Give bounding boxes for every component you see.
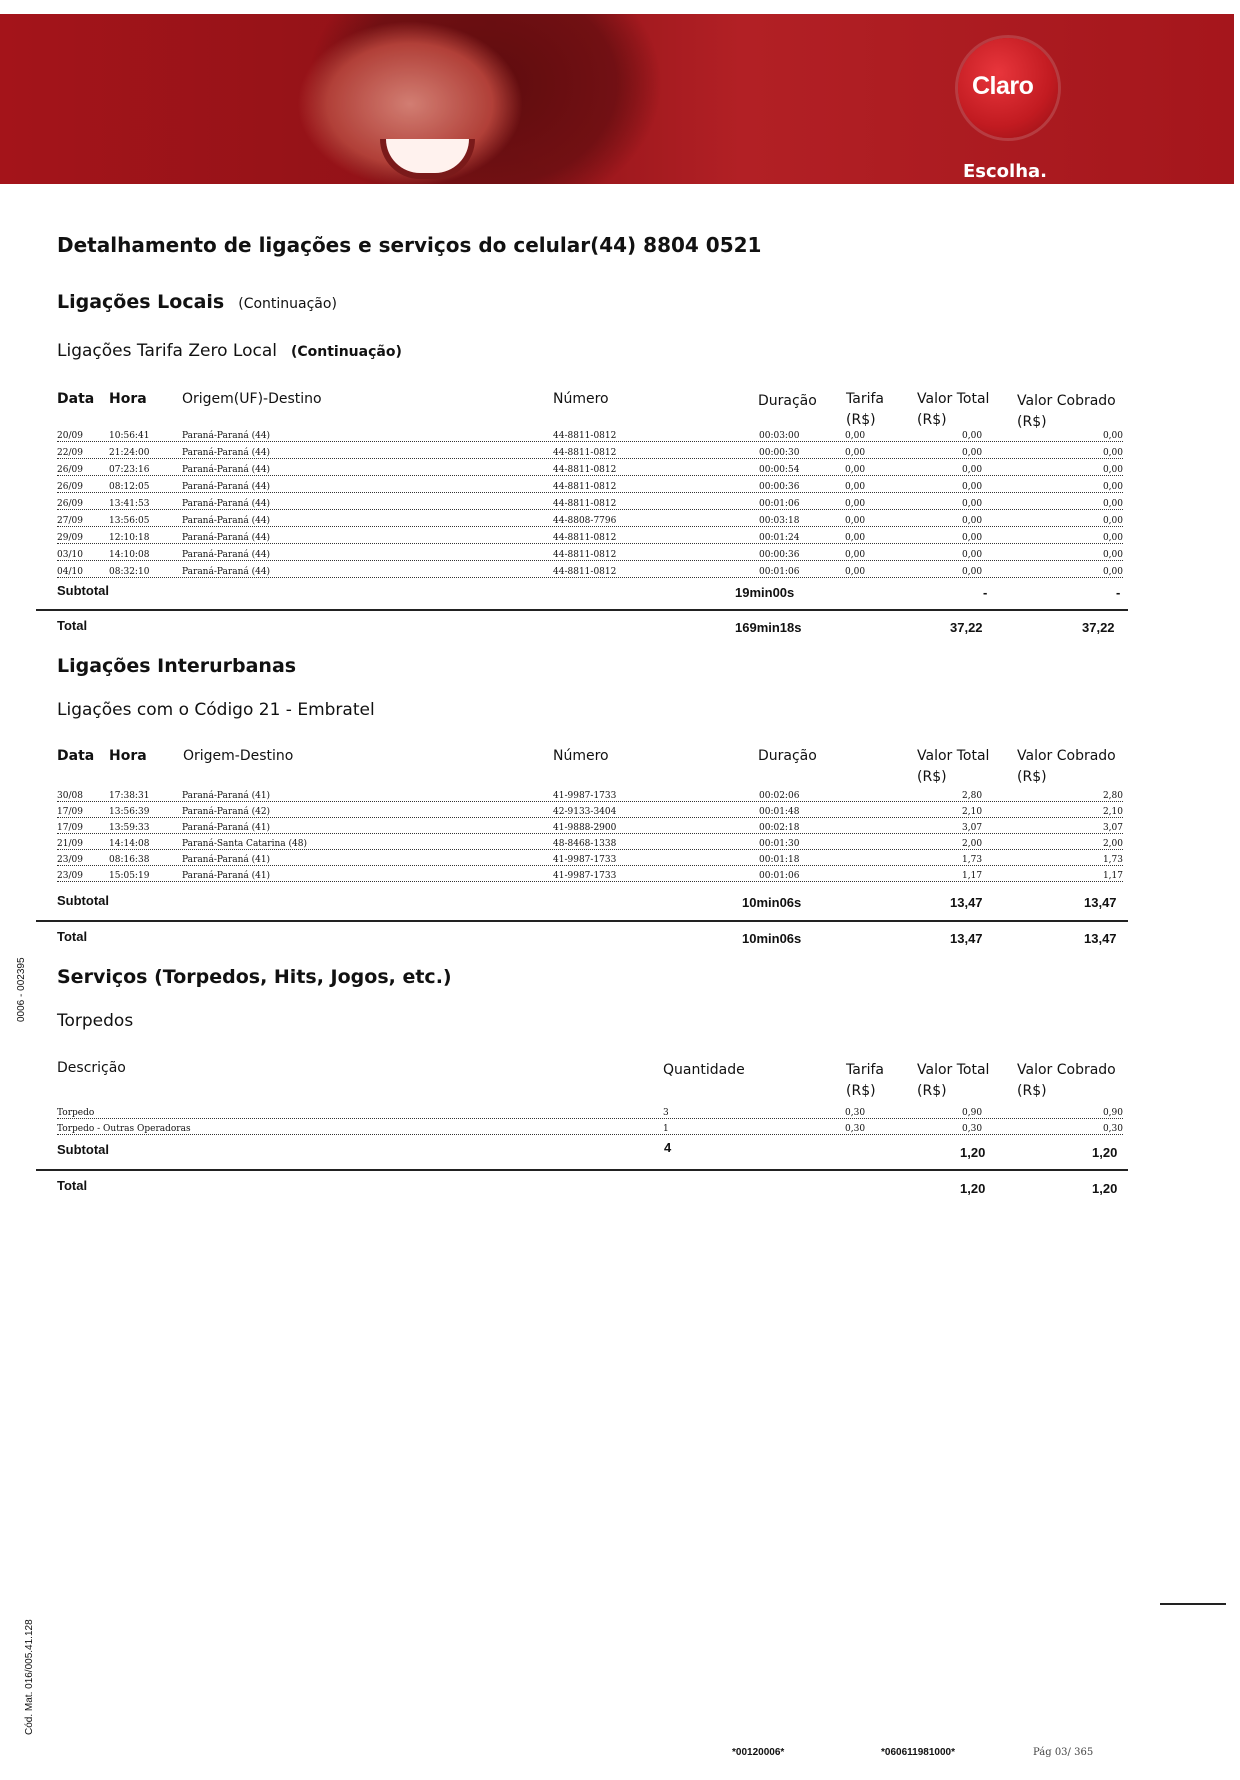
cell-tarifa: 0,00 bbox=[845, 465, 866, 475]
total-divider bbox=[36, 1169, 1128, 1171]
subtotal-cobrado: - bbox=[1116, 585, 1121, 600]
cell-cobrado: 0,30 bbox=[1102, 1124, 1123, 1134]
cell-cobrado: 0,00 bbox=[1102, 465, 1123, 475]
table-row bbox=[57, 1123, 1123, 1135]
cell-duracao: 00:00:36 bbox=[759, 550, 800, 560]
cell-duracao: 00:00:54 bbox=[759, 465, 800, 475]
col-header-valor-total: Valor Total (R$) bbox=[917, 748, 990, 785]
cell-numero: 44-8811-0812 bbox=[553, 448, 617, 458]
cell-duracao: 00:01:06 bbox=[759, 871, 800, 881]
table-row bbox=[57, 447, 1123, 459]
subtotal-cobrado: 1,20 bbox=[1092, 1145, 1118, 1160]
cell-total: 2,00 bbox=[962, 839, 983, 849]
cell-duracao: 00:01:18 bbox=[759, 855, 800, 865]
col-header-numero: Número bbox=[553, 748, 609, 764]
table-row bbox=[57, 481, 1123, 493]
subtotal-label: Subtotal bbox=[57, 893, 109, 908]
total-valor: 1,20 bbox=[960, 1181, 986, 1196]
subtotal-duracao: 19min00s bbox=[735, 585, 795, 600]
cell-cobrado: 0,90 bbox=[1102, 1108, 1123, 1118]
cell-duracao: 00:01:24 bbox=[759, 533, 800, 543]
cell-numero: 44-8811-0812 bbox=[553, 465, 617, 475]
total-divider bbox=[36, 609, 1128, 611]
cell-origem: Paraná-Paraná (41) bbox=[182, 855, 271, 865]
cell-data: 26/09 bbox=[57, 465, 83, 475]
cell-hora: 07:23:16 bbox=[109, 465, 150, 475]
cell-numero: 48-8468-1338 bbox=[553, 839, 617, 849]
table-row bbox=[57, 854, 1123, 866]
subtotal-cobrado: 13,47 bbox=[1084, 895, 1117, 910]
cell-origem: Paraná-Paraná (41) bbox=[182, 823, 271, 833]
cell-numero: 44-8811-0812 bbox=[553, 431, 617, 441]
cell-total: 3,07 bbox=[962, 823, 983, 833]
cell-numero: 42-9133-3404 bbox=[553, 807, 617, 817]
cell-tarifa: 0,00 bbox=[845, 448, 866, 458]
cell-cobrado: 2,00 bbox=[1102, 839, 1123, 849]
subtotal-total: 1,20 bbox=[960, 1145, 986, 1160]
subtotal-label: Subtotal bbox=[57, 1142, 109, 1157]
cell-duracao: 00:01:06 bbox=[759, 499, 800, 509]
cell-hora: 15:05:19 bbox=[109, 871, 150, 881]
table-row bbox=[57, 838, 1123, 850]
cell-origem: Paraná-Paraná (44) bbox=[182, 550, 271, 560]
table-row bbox=[57, 430, 1123, 442]
col-header-tarifa: Tarifa (R$) bbox=[846, 1062, 884, 1099]
cell-total: 2,10 bbox=[962, 807, 983, 817]
cell-origem: Paraná-Paraná (44) bbox=[182, 431, 271, 441]
cell-origem: Paraná-Paraná (44) bbox=[182, 482, 271, 492]
table-row bbox=[57, 498, 1123, 510]
cell-tarifa: 0,00 bbox=[845, 431, 866, 441]
col-header-origem: Origem-Destino bbox=[183, 748, 294, 764]
cell-cobrado: 0,00 bbox=[1102, 448, 1123, 458]
cell-duracao: 00:03:00 bbox=[759, 431, 800, 441]
cell-total: 0,00 bbox=[962, 567, 983, 577]
table-row bbox=[57, 566, 1123, 578]
cell-numero: 44-8811-0812 bbox=[553, 482, 617, 492]
table-row bbox=[57, 515, 1123, 527]
cell-origem: Paraná-Paraná (41) bbox=[182, 871, 271, 881]
cell-data: 26/09 bbox=[57, 482, 83, 492]
col-header-hora: Hora bbox=[109, 391, 147, 407]
page-title: Detalhamento de ligações e serviços do celular(44) 8804 0521 bbox=[57, 233, 762, 257]
subtotal-duracao: 10min06s bbox=[742, 895, 802, 910]
cell-quantidade: 1 bbox=[663, 1124, 669, 1134]
cell-hora: 13:41:53 bbox=[109, 499, 150, 509]
subsection-heading-torpedos: Torpedos bbox=[57, 1011, 134, 1031]
cell-data: 17/09 bbox=[57, 807, 83, 817]
cell-cobrado: 0,00 bbox=[1102, 567, 1123, 577]
section-heading-locais bbox=[57, 291, 337, 313]
cell-numero: 44-8811-0812 bbox=[553, 550, 617, 560]
cell-duracao: 00:01:30 bbox=[759, 839, 800, 849]
cell-numero: 44-8808-7796 bbox=[553, 516, 617, 526]
cell-hora: 08:16:38 bbox=[109, 855, 150, 865]
cell-hora: 14:14:08 bbox=[109, 839, 150, 849]
total-cobrado: 13,47 bbox=[1084, 931, 1117, 946]
cell-hora: 13:59:33 bbox=[109, 823, 150, 833]
total-duracao: 10min06s bbox=[742, 931, 802, 946]
col-header-valor-cobrado: Valor Cobrado (R$) bbox=[1017, 1062, 1116, 1099]
cell-numero: 41-9987-1733 bbox=[553, 855, 617, 865]
cell-data: 04/10 bbox=[57, 567, 83, 577]
footer-code-2: *060611981000* bbox=[881, 1747, 955, 1758]
cell-origem: Paraná-Paraná (44) bbox=[182, 499, 271, 509]
cell-hora: 08:32:10 bbox=[109, 567, 150, 577]
cell-hora: 21:24:00 bbox=[109, 448, 150, 458]
cell-total: 0,00 bbox=[962, 499, 983, 509]
table-row bbox=[57, 464, 1123, 476]
section-heading-interurbanas: Ligações Interurbanas bbox=[57, 655, 297, 677]
cell-cobrado: 2,80 bbox=[1102, 791, 1123, 801]
cell-hora: 17:38:31 bbox=[109, 791, 150, 801]
cell-hora: 13:56:05 bbox=[109, 516, 150, 526]
col-header-duracao: Duração bbox=[758, 748, 817, 764]
total-valor: 13,47 bbox=[950, 931, 983, 946]
cell-data: 22/09 bbox=[57, 448, 83, 458]
table-row bbox=[57, 806, 1123, 818]
total-cobrado: 1,20 bbox=[1092, 1181, 1118, 1196]
cell-data: 21/09 bbox=[57, 839, 83, 849]
col-header-hora: Hora bbox=[109, 748, 147, 764]
subtotal-total: 13,47 bbox=[950, 895, 983, 910]
cell-data: 23/09 bbox=[57, 871, 83, 881]
col-header-data: Data bbox=[57, 391, 95, 407]
table-row bbox=[57, 1107, 1123, 1119]
cell-cobrado: 0,00 bbox=[1102, 533, 1123, 543]
section-heading-text: Ligações Locais bbox=[57, 291, 225, 313]
cell-tarifa: 0,00 bbox=[845, 533, 866, 543]
cell-hora: 08:12:05 bbox=[109, 482, 150, 492]
cell-duracao: 00:00:30 bbox=[759, 448, 800, 458]
cell-origem: Paraná-Paraná (44) bbox=[182, 567, 271, 577]
cell-cobrado: 0,00 bbox=[1102, 516, 1123, 526]
cell-total: 1,73 bbox=[962, 855, 983, 865]
subtotal-label: Subtotal bbox=[57, 583, 109, 598]
cell-duracao: 00:01:06 bbox=[759, 567, 800, 577]
cell-origem: Paraná-Paraná (44) bbox=[182, 465, 271, 475]
margin-rule bbox=[1160, 1603, 1226, 1605]
slogan: Escolha. bbox=[963, 161, 1048, 182]
cell-total: 2,80 bbox=[962, 791, 983, 801]
cell-data: 30/08 bbox=[57, 791, 83, 801]
cell-total: 0,00 bbox=[962, 482, 983, 492]
cell-total: 0,00 bbox=[962, 431, 983, 441]
cell-hora: 10:56:41 bbox=[109, 431, 150, 441]
continuation-label: (Continuação) bbox=[290, 344, 402, 360]
cell-duracao: 00:03:18 bbox=[759, 516, 800, 526]
cell-origem: Paraná-Paraná (44) bbox=[182, 533, 271, 543]
cell-tarifa: 0,00 bbox=[845, 499, 866, 509]
side-code: 0006 - 002395 bbox=[16, 957, 27, 1022]
subsection-heading-text: Ligações Tarifa Zero Local bbox=[57, 341, 277, 361]
cell-numero: 41-9888-2900 bbox=[553, 823, 617, 833]
col-header-descricao: Descrição bbox=[57, 1060, 126, 1076]
cell-total: 0,00 bbox=[962, 465, 983, 475]
cell-data: 23/09 bbox=[57, 855, 83, 865]
table-row bbox=[57, 549, 1123, 561]
cell-data: 26/09 bbox=[57, 499, 83, 509]
footer-code-1: *00120006* bbox=[732, 1747, 785, 1758]
subsection-heading-tarifa-zero bbox=[57, 341, 402, 361]
cell-origem: Paraná-Santa Catarina (48) bbox=[182, 839, 307, 849]
cell-tarifa: 0,00 bbox=[845, 567, 866, 577]
continuation-label: (Continuação) bbox=[238, 296, 337, 312]
cell-descricao: Torpedo bbox=[57, 1108, 95, 1118]
subtotal-quantidade: 4 bbox=[664, 1140, 672, 1155]
cell-total: 0,00 bbox=[962, 448, 983, 458]
total-label: Total bbox=[57, 618, 88, 633]
cell-tarifa: 0,30 bbox=[845, 1108, 866, 1118]
col-header-valor-cobrado: Valor Cobrado (R$) bbox=[1017, 748, 1116, 785]
cell-tarifa: 0,00 bbox=[845, 516, 866, 526]
col-header-numero: Número bbox=[553, 391, 609, 407]
cell-origem: Paraná-Paraná (44) bbox=[182, 448, 271, 458]
table-row bbox=[57, 532, 1123, 544]
col-header-valor-total: Valor Total (R$) bbox=[917, 1062, 990, 1099]
cell-cobrado: 0,00 bbox=[1102, 499, 1123, 509]
total-divider bbox=[36, 920, 1128, 922]
cell-data: 27/09 bbox=[57, 516, 83, 526]
total-label: Total bbox=[57, 929, 88, 944]
cell-cobrado: 3,07 bbox=[1102, 823, 1123, 833]
claro-logo bbox=[958, 38, 1058, 138]
cell-duracao: 00:01:48 bbox=[759, 807, 800, 817]
col-header-valor-cobrado: Valor Cobrado (R$) bbox=[1017, 393, 1116, 430]
table-row bbox=[57, 822, 1123, 834]
header-banner bbox=[0, 14, 1234, 184]
cell-total: 0,00 bbox=[962, 550, 983, 560]
cell-data: 03/10 bbox=[57, 550, 83, 560]
cell-numero: 41-9987-1733 bbox=[553, 871, 617, 881]
cell-numero: 44-8811-0812 bbox=[553, 567, 617, 577]
banner-photo bbox=[205, 14, 775, 184]
cell-cobrado: 1,73 bbox=[1102, 855, 1123, 865]
cell-tarifa: 0,00 bbox=[845, 482, 866, 492]
cell-hora: 12:10:18 bbox=[109, 533, 150, 543]
cell-tarifa: 0,30 bbox=[845, 1124, 866, 1134]
col-header-tarifa: Tarifa (R$) bbox=[846, 391, 884, 428]
total-duracao: 169min18s bbox=[735, 620, 802, 635]
cell-quantidade: 3 bbox=[663, 1108, 669, 1118]
total-label: Total bbox=[57, 1178, 88, 1193]
cell-duracao: 00:02:18 bbox=[759, 823, 800, 833]
cell-duracao: 00:00:36 bbox=[759, 482, 800, 492]
total-cobrado: 37,22 bbox=[1082, 620, 1115, 635]
cell-tarifa: 0,00 bbox=[845, 550, 866, 560]
cell-origem: Paraná-Paraná (41) bbox=[182, 791, 271, 801]
col-header-duracao: Duração bbox=[758, 393, 817, 409]
col-header-valor-total: Valor Total (R$) bbox=[917, 391, 990, 428]
cell-origem: Paraná-Paraná (44) bbox=[182, 516, 271, 526]
cell-cobrado: 0,00 bbox=[1102, 431, 1123, 441]
total-valor: 37,22 bbox=[950, 620, 983, 635]
cell-numero: 41-9987-1733 bbox=[553, 791, 617, 801]
page-number: Pág 03/ 365 bbox=[1033, 1747, 1094, 1758]
cell-descricao: Torpedo - Outras Operadoras bbox=[57, 1124, 191, 1134]
subtotal-total: - bbox=[983, 585, 988, 600]
cell-cobrado: 2,10 bbox=[1102, 807, 1123, 817]
cell-data: 20/09 bbox=[57, 431, 83, 441]
cell-duracao: 00:02:06 bbox=[759, 791, 800, 801]
cell-hora: 14:10:08 bbox=[109, 550, 150, 560]
table-row bbox=[57, 870, 1123, 882]
subsection-heading-embratel: Ligações com o Código 21 - Embratel bbox=[57, 700, 375, 720]
table-row bbox=[57, 790, 1123, 802]
cell-data: 17/09 bbox=[57, 823, 83, 833]
side-material-code: Cód. Mat. 016/005.41.128 bbox=[24, 1619, 35, 1735]
col-header-origem: Origem(UF)-Destino bbox=[182, 391, 322, 407]
col-header-data: Data bbox=[57, 748, 95, 764]
cell-cobrado: 0,00 bbox=[1102, 482, 1123, 492]
cell-numero: 44-8811-0812 bbox=[553, 499, 617, 509]
col-header-quantidade: Quantidade bbox=[663, 1062, 745, 1078]
cell-total: 1,17 bbox=[962, 871, 983, 881]
cell-origem: Paraná-Paraná (42) bbox=[182, 807, 271, 817]
cell-cobrado: 1,17 bbox=[1102, 871, 1123, 881]
cell-total: 0,00 bbox=[962, 533, 983, 543]
cell-total: 0,90 bbox=[962, 1108, 983, 1118]
logo-text: Claro bbox=[972, 72, 1034, 100]
cell-total: 0,30 bbox=[962, 1124, 983, 1134]
cell-hora: 13:56:39 bbox=[109, 807, 150, 817]
cell-total: 0,00 bbox=[962, 516, 983, 526]
cell-data: 29/09 bbox=[57, 533, 83, 543]
cell-cobrado: 0,00 bbox=[1102, 550, 1123, 560]
cell-numero: 44-8811-0812 bbox=[553, 533, 617, 543]
section-heading-servicos: Serviços (Torpedos, Hits, Jogos, etc.) bbox=[57, 966, 452, 988]
